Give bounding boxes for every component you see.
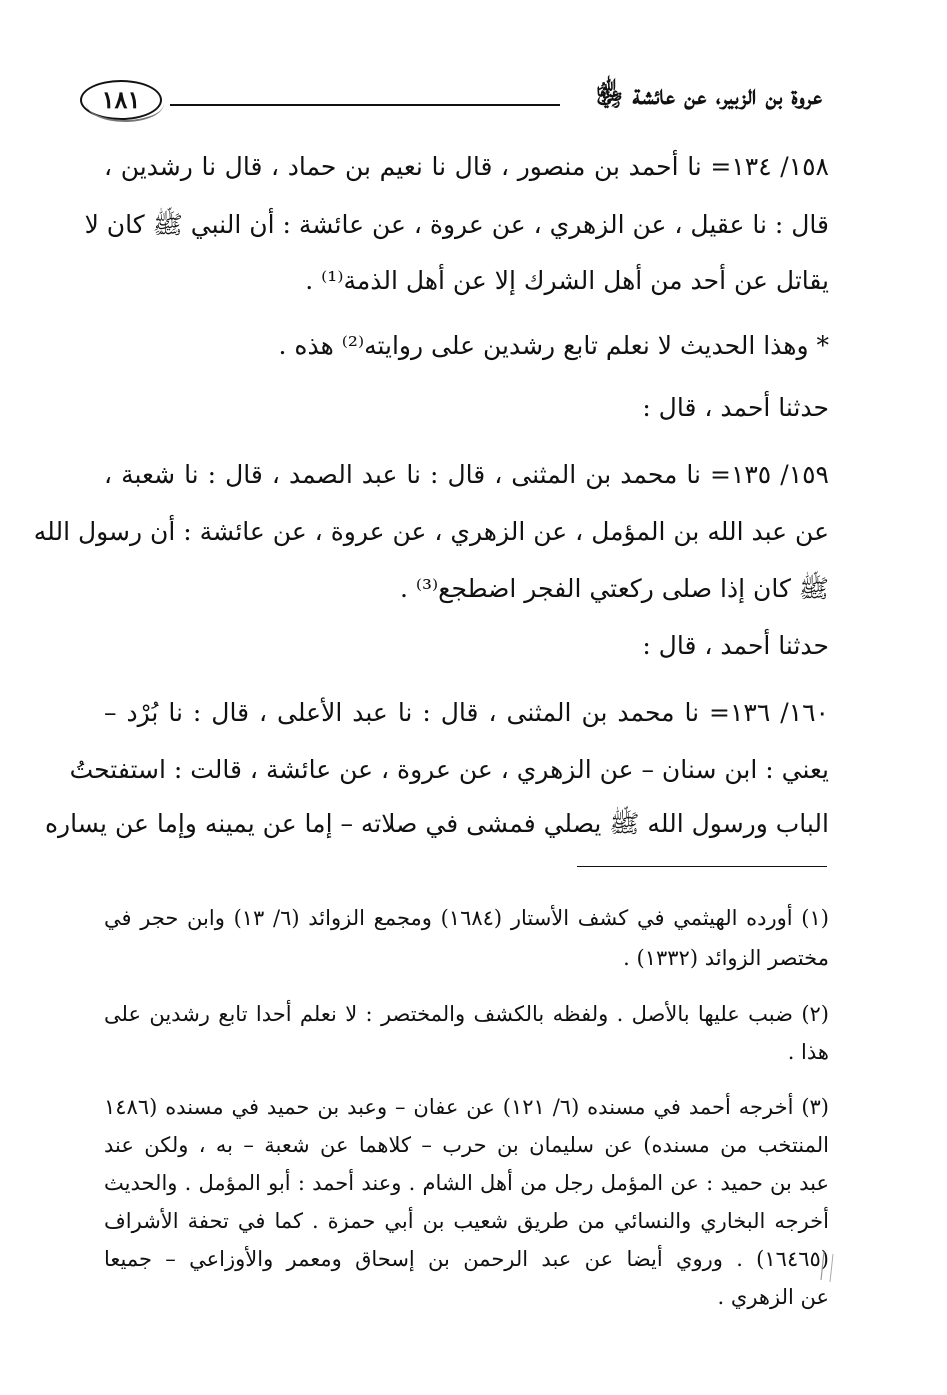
- margin-pencil-mark: [818, 1250, 838, 1284]
- body-line: ١٥٩/ ١٣٥= نا محمد بن المثنى ، قال : نا عبد الصمد ، قال : نا شعبة ،: [104, 460, 829, 489]
- footnote-line: (١) أورده الهيثمي في كشف الأستار (١٦٨٤) ومجمع الزوائد (٦/ ١٣) وابن حجر في: [104, 906, 829, 930]
- footnote-line: عن الزهري .: [717, 1285, 829, 1309]
- body-line: حدثنا أحمد ، قال :: [642, 631, 829, 660]
- footnote-line: أخرجه البخاري والنسائي من طريق شعيب بن أبي حمزة . كما في تحفة الأشراف: [104, 1209, 829, 1233]
- footnote-line: مختصر الزوائد (١٣٣٢) .: [623, 946, 829, 970]
- body-line: قال : نا عقيل ، عن الزهري ، عن عروة ، عن عائشة : أن النبي ﷺ كان لا: [84, 210, 829, 239]
- body-line: * وهذا الحديث لا نعلم تابع رشدين على روايته⁽²⁾ هذه .: [278, 331, 829, 360]
- footnote-divider: [577, 866, 827, 867]
- body-line: ﷺ كان إذا صلى ركعتي الفجر اضطجع⁽³⁾ .: [399, 574, 829, 603]
- running-header: [80, 78, 822, 124]
- body-line: حدثنا أحمد ، قال :: [642, 393, 829, 422]
- body-line: الباب ورسول الله ﷺ يصلي فمشى في صلاته – إما عن يمينه وإما عن يساره: [44, 809, 829, 838]
- body-line: ١٥٨/ ١٣٤= نا أحمد بن منصور ، قال نا نعيم بن حماد ، قال نا رشدين ،: [104, 152, 829, 181]
- footnote-line: هذا .: [787, 1040, 829, 1064]
- body-line: يعني : ابن سنان – عن الزهري ، عن عروة ، عن عائشة ، قالت : استفتحتُ: [69, 755, 829, 784]
- body-line: ١٦٠/ ١٣٦= نا محمد بن المثنى ، قال : نا عبد الأعلى ، قال : نا بُرْد –: [104, 698, 829, 727]
- footnote-line: (٢) ضبب عليها بالأصل . ولفظه بالكشف والمختصر : لا نعلم أحدا تابع رشدين على: [104, 1002, 829, 1026]
- footnote-line: (١٦٤٦٥) . وروي أيضا عن عبد الرحمن بن إسحاق ومعمر والأوزاعي – جميعا: [104, 1247, 829, 1271]
- footnote-line: عبد بن حميد : عن المؤمل رجل من أهل الشام . وعند أحمد : أبو المؤمل . والحديث: [104, 1171, 829, 1195]
- footnote-line: (٣) أخرجه أحمد في مسنده (٦/ ١٢١) عن عفان – وعبد بن حميد في مسنده (١٤٨٦: [104, 1095, 829, 1119]
- body-line: عن عبد الله بن المؤمل ، عن الزهري ، عن عروة ، عن عائشة : أن رسول الله: [33, 517, 829, 546]
- body-line: يقاتل عن أحد من أهل الشرك إلا عن أهل الذمة⁽¹⁾ .: [305, 266, 829, 295]
- running-header-title: عروة بن الزبير، عن عائشة ﵂: [595, 80, 822, 111]
- page-number: ١٨١: [80, 80, 162, 120]
- footnote-line: المنتخب من مسنده) عن سليمان بن حرب – كلاهما عن شعبة – به ، ولكن عند: [104, 1133, 829, 1157]
- header-rule: [170, 104, 560, 106]
